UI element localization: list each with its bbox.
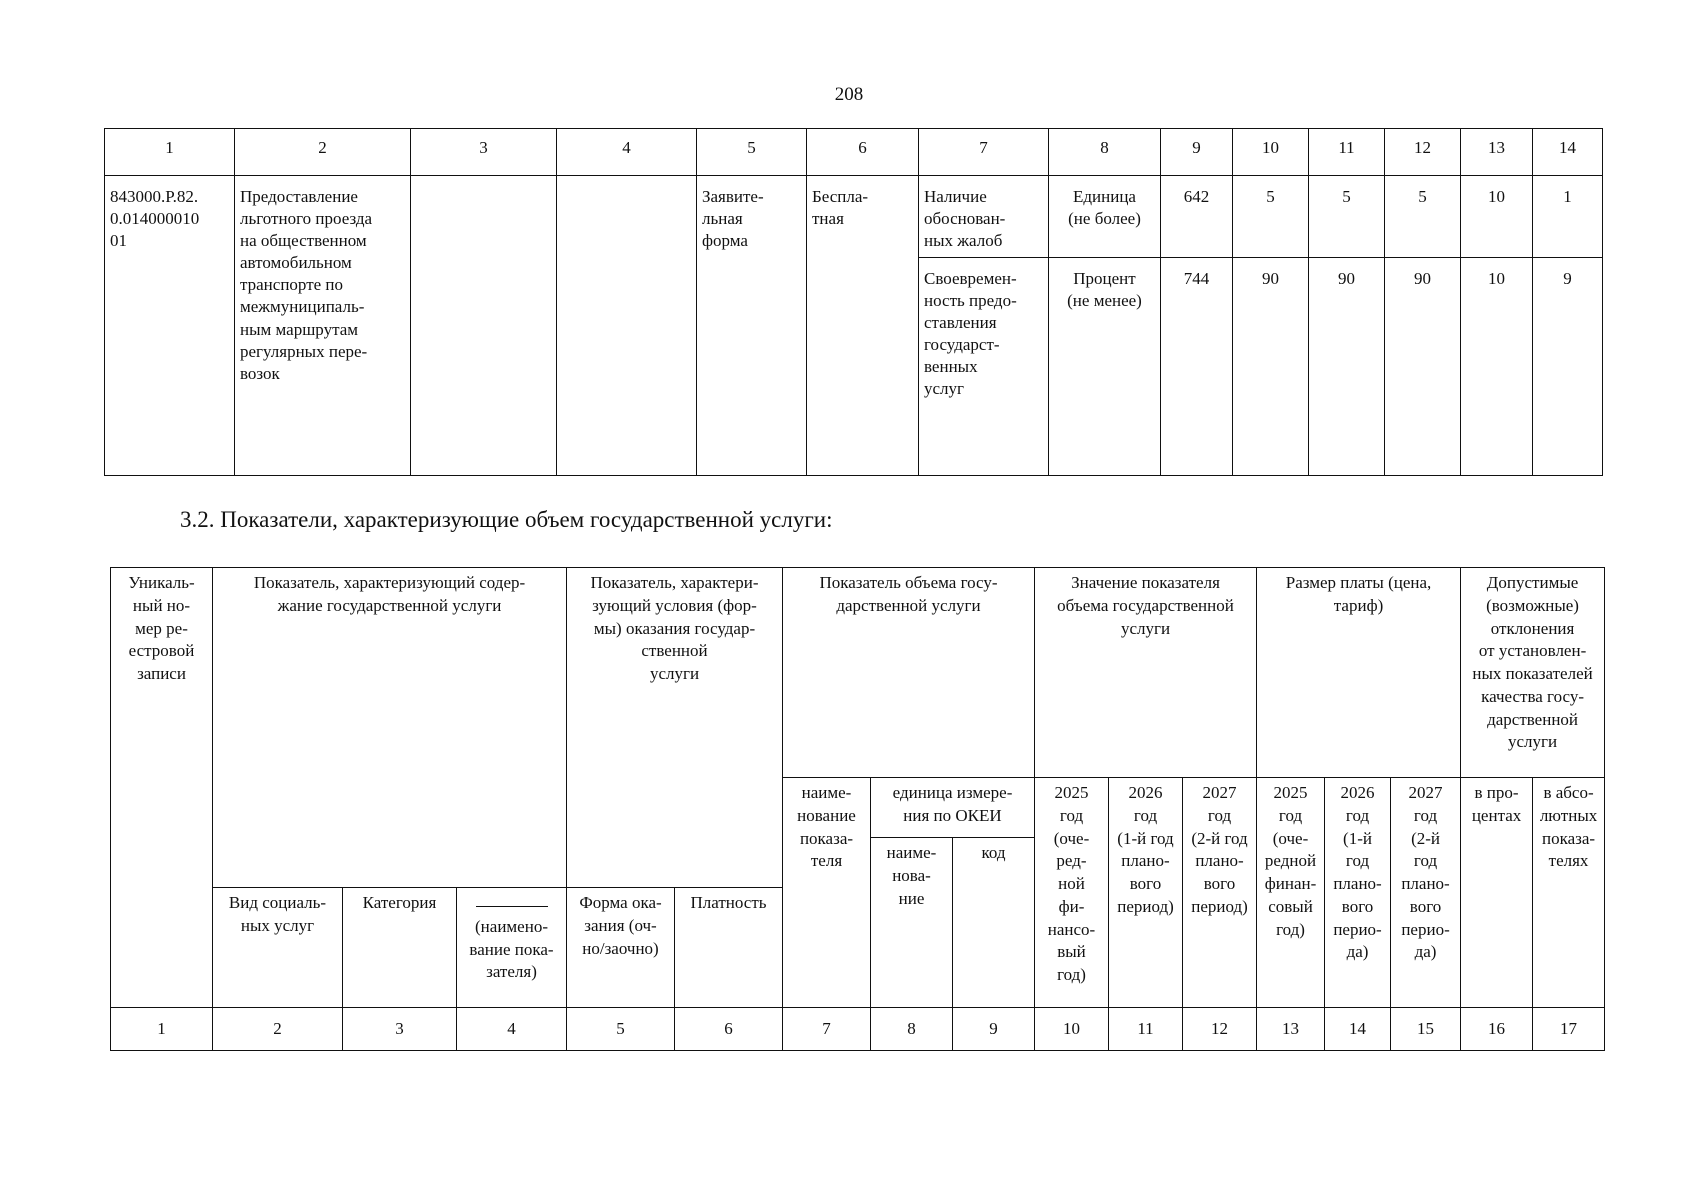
column-number: 8	[1049, 129, 1161, 176]
column-number: 15	[1391, 1008, 1461, 1051]
text-line: год	[1345, 851, 1370, 871]
text-line: вого	[1129, 874, 1162, 894]
column-number: 7	[783, 1008, 871, 1051]
price-2027-header	[1391, 778, 1461, 1008]
text-line: нование	[797, 805, 856, 825]
text-line: возок	[240, 363, 280, 383]
volume-value-header	[1035, 568, 1257, 778]
text-line: ние	[898, 888, 925, 908]
text-line: 2027	[1202, 783, 1237, 802]
volume-indicator-header	[783, 568, 1035, 778]
text-line: (не менее)	[1067, 291, 1142, 311]
text-line: ставления	[924, 313, 997, 333]
text-line: (оче-	[1272, 828, 1309, 848]
value-2026-cell: 90	[1309, 258, 1385, 476]
text-line: вого	[1341, 896, 1374, 916]
unit-cell	[1049, 176, 1161, 258]
text-line: зания (оч-	[584, 915, 657, 935]
text-line: Уникаль-	[128, 573, 195, 592]
column-number: 17	[1533, 1008, 1605, 1051]
unique-number-header	[111, 568, 213, 1008]
empty-cell	[557, 176, 697, 476]
text-line: регулярных пере-	[240, 341, 368, 361]
text-line: ния по ОКЕИ	[903, 805, 1002, 825]
deviation-percent-cell: 10	[1461, 176, 1533, 258]
column-number: 5	[697, 129, 807, 176]
text-line: год)	[1057, 965, 1086, 985]
text-line: 01	[110, 231, 127, 251]
text-line: (не более)	[1068, 209, 1141, 229]
text-line: (оче-	[1053, 828, 1090, 848]
text-line: плано-	[1333, 874, 1382, 894]
text-line: Форма ока-	[579, 893, 662, 912]
form-cell	[697, 176, 807, 476]
text-line: мы) оказания государ-	[593, 618, 756, 638]
text-line: наиме-	[886, 843, 937, 862]
text-line: лютных	[1539, 805, 1598, 825]
text-line: зателя)	[486, 962, 537, 982]
column-number: 6	[675, 1008, 783, 1051]
text-line: Вид социаль-	[228, 893, 327, 912]
text-line: финан-	[1264, 874, 1317, 894]
text-line: тариф)	[1333, 595, 1384, 615]
text-line: Предоставление	[240, 187, 358, 206]
value-2025-cell: 5	[1233, 176, 1309, 258]
column-number: 1	[105, 129, 235, 176]
text-line: отклонения	[1490, 618, 1575, 638]
text-line: (2-й год	[1191, 828, 1248, 848]
text-line: 2026	[1128, 783, 1163, 802]
text-line: зующий условия (фор-	[592, 595, 757, 615]
deviation-percent-cell: 10	[1461, 258, 1533, 476]
value-2025-cell: 90	[1233, 258, 1309, 476]
column-number: 10	[1233, 129, 1309, 176]
text-line: межмуниципаль-	[240, 297, 365, 317]
column-number: 11	[1309, 129, 1385, 176]
registry-number-cell	[105, 176, 235, 476]
text-line: вого	[1203, 874, 1236, 894]
text-line: (1-й	[1343, 828, 1372, 848]
value-2027-cell: 90	[1385, 258, 1461, 476]
deviation-absolute-cell: 9	[1533, 258, 1603, 476]
text-line: естровой	[128, 641, 195, 661]
text-line: услуги	[649, 664, 700, 684]
text-line: 2025	[1273, 783, 1308, 802]
text-line: год	[1207, 805, 1232, 825]
text-line: совый	[1268, 896, 1313, 916]
text-line: от установлен-	[1478, 641, 1587, 661]
column-number: 14	[1533, 129, 1603, 176]
quality-indicators-table	[104, 128, 1603, 476]
text-line: плано-	[1121, 851, 1170, 871]
text-line: вого	[1409, 896, 1442, 916]
text-line: записи	[137, 664, 186, 684]
column-number: 4	[457, 1008, 567, 1051]
column-number: 2	[235, 129, 411, 176]
text-line: Наличие	[924, 187, 987, 206]
column-number: 13	[1257, 1008, 1325, 1051]
column-number: 7	[919, 129, 1049, 176]
text-line: нансо-	[1047, 919, 1096, 939]
text-line: плано-	[1401, 874, 1450, 894]
text-line: льготного проезда	[240, 209, 373, 229]
text-line: год	[1413, 851, 1438, 871]
column-number: 11	[1109, 1008, 1183, 1051]
page-number: 208	[834, 84, 864, 105]
column-number: 1	[111, 1008, 213, 1051]
payment-header: Платность	[675, 888, 783, 1008]
text-line: плано-	[1195, 851, 1244, 871]
column-number: 12	[1183, 1008, 1257, 1051]
text-line: год	[1059, 805, 1084, 825]
text-line: льная	[702, 209, 743, 229]
value-2026-cell: 5	[1309, 176, 1385, 258]
text-line: год	[1413, 805, 1438, 825]
column-number: 6	[807, 129, 919, 176]
table-row	[105, 176, 1603, 258]
text-line: 2025	[1054, 783, 1089, 802]
conditions-indicator-header	[567, 568, 783, 888]
column-number: 3	[343, 1008, 457, 1051]
text-line: услуги	[1120, 618, 1171, 638]
service-form-header	[567, 888, 675, 1008]
text-line: автомобильном	[240, 253, 352, 273]
text-line: (1-й год	[1117, 828, 1174, 848]
column-number: 2	[213, 1008, 343, 1051]
text-line: ственной	[641, 641, 708, 661]
category-header: Категория	[343, 888, 457, 1008]
value-2025-header	[1035, 778, 1109, 1008]
deviation-percent-header	[1461, 778, 1533, 1008]
text-line: (возможные)	[1486, 595, 1579, 615]
text-line: (наимено-	[475, 916, 548, 936]
text-line: Единица	[1073, 187, 1136, 206]
column-number: 14	[1325, 1008, 1391, 1051]
value-2027-cell: 5	[1385, 176, 1461, 258]
text-line: Беспла-	[812, 187, 869, 206]
text-line: услуг	[924, 379, 965, 399]
text-line: перио-	[1333, 919, 1382, 939]
text-line: мер ре-	[135, 618, 188, 638]
text-line: Своевремен-	[924, 269, 1017, 288]
column-number: 3	[411, 129, 557, 176]
text-line: год	[1278, 805, 1303, 825]
text-line: год)	[1276, 919, 1305, 939]
text-line: центах	[1471, 805, 1522, 825]
text-line: редной	[1264, 851, 1317, 871]
text-line: Показатель объема госу-	[819, 573, 998, 592]
text-line: да)	[1414, 942, 1437, 962]
blank-line	[476, 892, 548, 907]
text-line: фи-	[1058, 896, 1085, 916]
text-line: Процент	[1073, 269, 1136, 288]
text-line: ред-	[1056, 851, 1087, 871]
column-number: 8	[871, 1008, 953, 1051]
okei-code-cell: 642	[1161, 176, 1233, 258]
text-line: государст-	[924, 335, 1000, 355]
text-line: показа-	[799, 828, 854, 848]
section-title: 3.2. Показатели, характеризующие объем государственной услуги:	[180, 507, 833, 532]
indicator-name-cell	[919, 258, 1049, 476]
text-line: (2-й	[1411, 828, 1440, 848]
text-line: объема государственной	[1057, 595, 1234, 615]
column-number: 9	[1161, 129, 1233, 176]
service-name-cell	[235, 176, 411, 476]
text-line: год	[1345, 805, 1370, 825]
text-line: Показатель, характеризующий содер-	[253, 573, 526, 592]
value-2026-header	[1109, 778, 1183, 1008]
okei-unit-header	[871, 778, 1035, 838]
text-line: показа-	[1542, 828, 1596, 848]
column-number-row	[105, 129, 1603, 176]
text-line: дарственной	[1487, 709, 1579, 729]
text-line: жание государственной услуги	[277, 595, 502, 615]
text-line: 0.014000010	[110, 209, 200, 229]
unit-cell	[1049, 258, 1161, 476]
indicator-name-cell	[919, 176, 1049, 258]
text-line: тная	[812, 209, 844, 229]
okei-name-header	[871, 838, 953, 1008]
text-line: ной	[1058, 874, 1085, 894]
text-line: год	[1133, 805, 1158, 825]
text-line: теля	[810, 851, 843, 871]
text-line: Показатель, характери-	[590, 573, 759, 592]
text-line: да)	[1346, 942, 1369, 962]
indicator-name-blank-header	[457, 888, 567, 1008]
column-number: 10	[1035, 1008, 1109, 1051]
okei-code-header: код	[953, 838, 1035, 1008]
text-line: период)	[1117, 896, 1174, 916]
text-line: ный но-	[132, 595, 191, 615]
text-line: ных показателей	[1472, 664, 1593, 684]
okei-code-cell: 744	[1161, 258, 1233, 476]
price-2026-header	[1325, 778, 1391, 1008]
deviation-absolute-cell: 1	[1533, 176, 1603, 258]
text-line: венных	[924, 357, 978, 377]
price-header	[1257, 568, 1461, 778]
value-2027-header	[1183, 778, 1257, 1008]
text-line: Значение показателя	[1071, 573, 1220, 592]
text-line: Допустимые	[1486, 573, 1579, 592]
payment-cell	[807, 176, 919, 476]
text-line: ным маршрутам	[240, 319, 359, 339]
text-line: качества госу-	[1481, 686, 1584, 706]
header-row	[111, 568, 1605, 778]
text-line: ность предо-	[924, 291, 1017, 311]
deviation-header	[1461, 568, 1605, 778]
volume-indicators-table	[110, 567, 1605, 1051]
text-line: транспорте по	[240, 275, 344, 295]
text-line: Размер платы (цена,	[1285, 573, 1432, 592]
text-line: период)	[1191, 896, 1248, 916]
text-line: обоснован-	[924, 209, 1006, 229]
column-number: 12	[1385, 129, 1461, 176]
deviation-absolute-header	[1533, 778, 1605, 1008]
column-number: 9	[953, 1008, 1035, 1051]
price-2025-header	[1257, 778, 1325, 1008]
text-line: в про-	[1474, 783, 1519, 802]
text-line: перио-	[1401, 919, 1450, 939]
text-line: но/заочно)	[582, 938, 659, 958]
text-line: форма	[702, 231, 748, 251]
indicator-name-header	[783, 778, 871, 1008]
text-line: дарственной услуги	[836, 595, 981, 615]
text-line: ных услуг	[240, 915, 315, 935]
text-line: 2026	[1340, 783, 1375, 802]
text-line: единица измере-	[892, 783, 1013, 802]
text-line: телях	[1548, 851, 1589, 871]
column-number: 16	[1461, 1008, 1533, 1051]
text-line: в абсо-	[1543, 783, 1594, 802]
column-number: 13	[1461, 129, 1533, 176]
column-number: 5	[567, 1008, 675, 1051]
text-line: Заявите-	[702, 187, 764, 206]
text-line: ных жалоб	[924, 231, 1003, 251]
text-line: наиме-	[801, 783, 852, 802]
social-service-header	[213, 888, 343, 1008]
empty-cell	[411, 176, 557, 476]
text-line: нова-	[892, 865, 931, 885]
text-line: 2027	[1408, 783, 1443, 802]
text-line: 843000.Р.82.	[110, 187, 199, 206]
text-line: услуги	[1507, 732, 1558, 752]
column-number-row	[111, 1008, 1605, 1051]
column-number: 4	[557, 129, 697, 176]
text-line: вый	[1057, 942, 1086, 962]
text-line: на общественном	[240, 231, 367, 251]
text-line: вание пока-	[469, 939, 554, 959]
content-indicator-header	[213, 568, 567, 888]
